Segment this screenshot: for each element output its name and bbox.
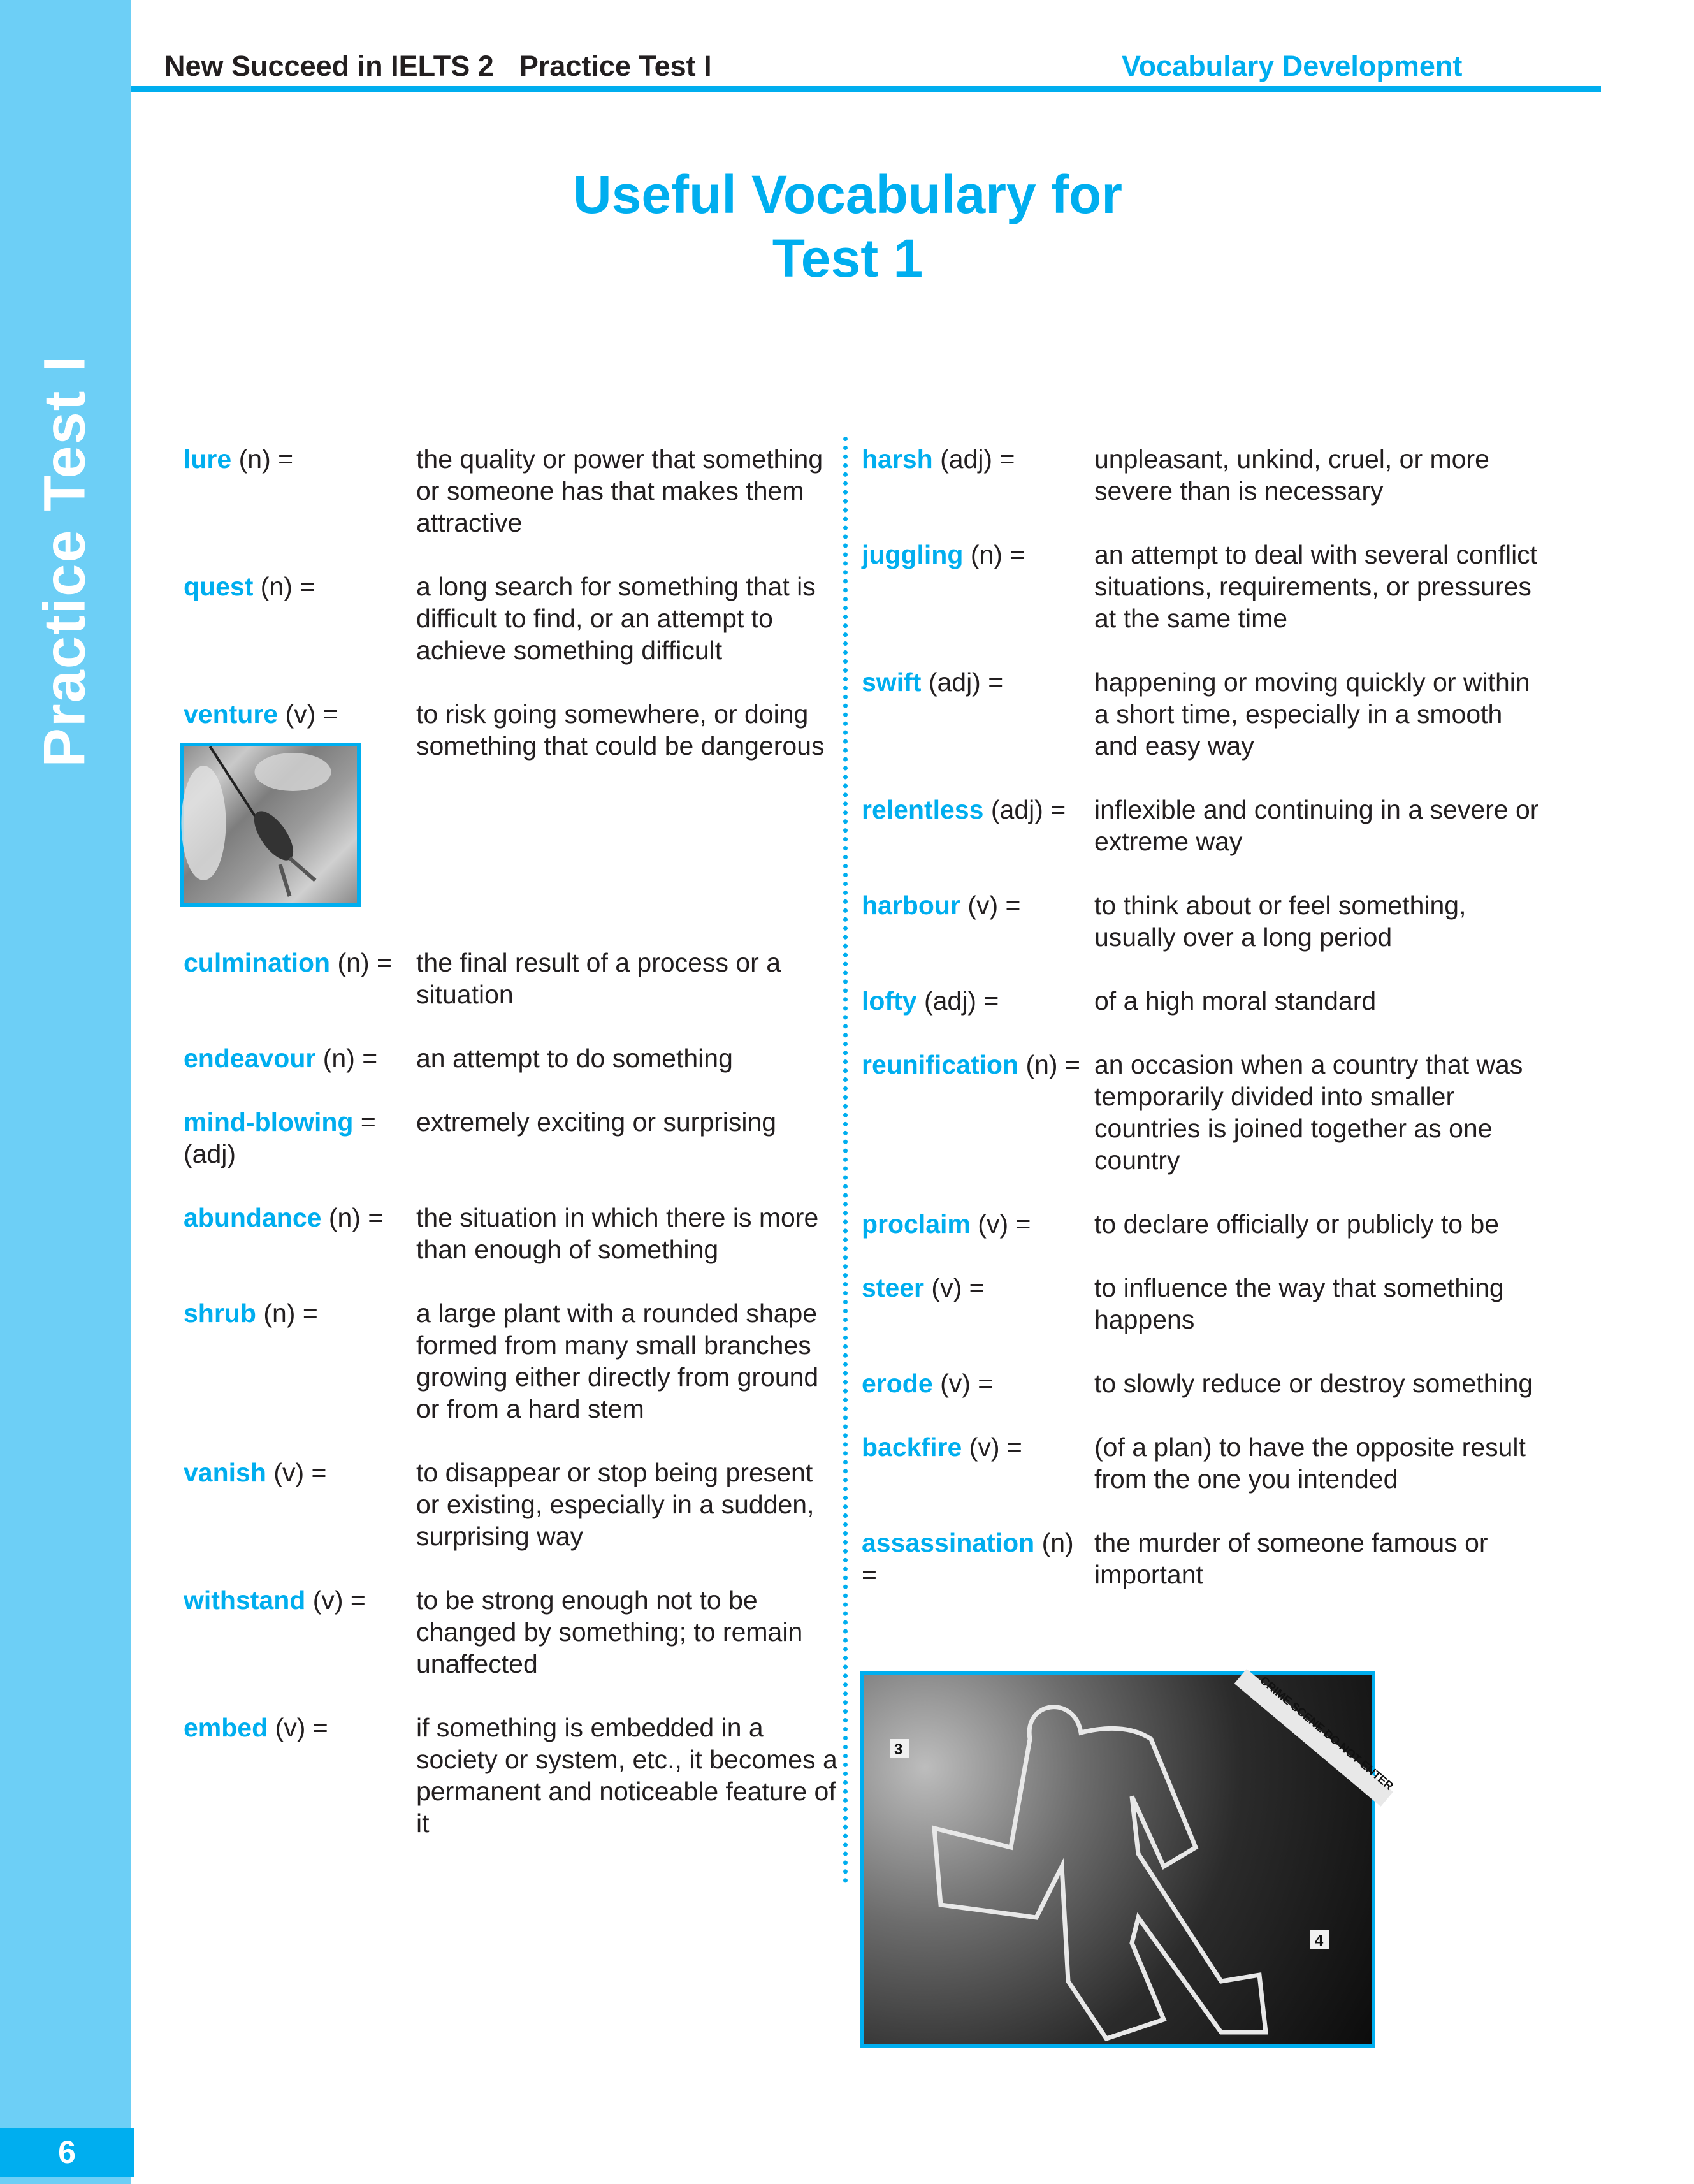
vocab-definition: the situation in which there is more than enough of something <box>416 1203 819 1264</box>
evidence-marker-3: 3 <box>894 1741 903 1758</box>
vocab-definition: the final result of a process or a situation <box>416 948 781 1009</box>
page-number: 6 <box>58 2134 76 2170</box>
vocab-pos: (adj) = <box>990 795 1066 824</box>
bungee-jumper-illustration <box>184 746 357 903</box>
vocab-term: lofty <box>862 986 917 1016</box>
evidence-marker-4: 4 <box>1315 1932 1324 1949</box>
vocab-definition: to influence the way that something happens <box>1094 1273 1504 1334</box>
vocab-definition: to risk going somewhere, or doing something that could be dangerous <box>416 699 825 761</box>
vocab-entry <box>184 1202 840 1265</box>
vocab-definition: extremely exciting or surprising <box>416 1107 777 1137</box>
vocab-term: assassination <box>862 1528 1035 1557</box>
vocab-entry <box>862 985 1550 1017</box>
vocab-entry <box>184 1584 840 1680</box>
vocab-pos: (v) = <box>285 699 338 729</box>
crime-scene-photo <box>860 1671 1396 2048</box>
vocab-definition: a long search for something that is difficult to find, or an attempt to achieve something difficult <box>416 572 816 665</box>
vocab-definition: unpleasant, unkind, cruel, or more severe than is necessary <box>1094 444 1489 506</box>
vocab-term: venture <box>184 699 279 729</box>
vocab-term: mind-blowing <box>184 1107 354 1137</box>
vocab-entry <box>862 889 1550 953</box>
vocab-pos: (v) = <box>940 1369 994 1398</box>
vocab-term: swift <box>862 667 922 697</box>
vocab-pos: (v) = <box>312 1585 366 1615</box>
vocab-definition: an occasion when a country that was temporarily divided into smaller countries is joined together as one country <box>1094 1050 1523 1175</box>
vocab-definition: happening or moving quickly or within a short time, especially in a smooth and easy way <box>1094 667 1530 761</box>
vocab-pos: (n) = <box>322 1044 378 1073</box>
vocab-entry <box>184 1457 840 1552</box>
vocab-definition: an attempt to deal with several conflict situations, requirements, or pressures at the same time <box>1094 540 1538 633</box>
vocab-entry <box>184 443 840 539</box>
left-vocab-column <box>184 443 840 1871</box>
vocab-pos: (v) = <box>275 1713 328 1742</box>
header-rule <box>131 86 1601 92</box>
vocab-term: proclaim <box>862 1209 971 1239</box>
vocab-term: withstand <box>184 1585 306 1615</box>
chalk-outline-illustration <box>864 1673 1396 2044</box>
vocab-pos: (v) = <box>931 1273 985 1302</box>
vocab-term: quest <box>184 572 254 601</box>
vocab-term: juggling <box>862 540 964 569</box>
sidebar-label: Practice Test I <box>32 354 98 768</box>
vocab-term: relentless <box>862 795 984 824</box>
vocab-definition: the murder of someone famous or important <box>1094 1528 1488 1589</box>
vocab-entry <box>184 1106 840 1170</box>
vocab-entry <box>862 443 1550 507</box>
vocab-entry <box>862 1272 1550 1336</box>
vocab-definition: inflexible and continuing in a severe or extreme way <box>1094 795 1539 856</box>
vocab-term: erode <box>862 1369 933 1398</box>
vocab-definition: to be strong enough not to be changed by something; to remain unaffected <box>416 1585 803 1678</box>
vocab-pos: (v) = <box>969 1432 1022 1462</box>
vocab-pos: (n) = <box>238 444 294 474</box>
column-divider <box>843 437 848 1884</box>
vocab-definition: to think about or feel something, usually over a long period <box>1094 891 1466 952</box>
vocab-pos: (adj) = <box>923 986 999 1016</box>
vocab-entry <box>862 1367 1550 1399</box>
vocab-definition: the quality or power that something or someone has that makes them attractive <box>416 444 823 537</box>
sidebar <box>0 0 131 2184</box>
vocab-pos: (n) = <box>260 572 315 601</box>
vocab-entry <box>184 1042 840 1074</box>
vocab-term: culmination <box>184 948 331 977</box>
vocab-term: abundance <box>184 1203 322 1232</box>
vocab-term: reunification <box>862 1050 1019 1079</box>
vocab-pos: (n) = <box>263 1299 318 1328</box>
vocab-entry <box>862 1049 1550 1176</box>
right-vocab-column <box>862 443 1550 1622</box>
vocab-pos: (adj) = <box>928 667 1004 697</box>
vocab-entry <box>184 947 840 1010</box>
category-label: Vocabulary Development <box>1122 50 1463 82</box>
vocab-term: harbour <box>862 891 960 920</box>
vocab-entry <box>862 1431 1550 1495</box>
vocab-term: backfire <box>862 1432 962 1462</box>
vocab-pos: (n) = <box>328 1203 384 1232</box>
vocab-definition: if something is embedded in a society or system, etc., it becomes a permanent and noticeable feature of it <box>416 1713 837 1838</box>
vocab-term: vanish <box>184 1458 266 1487</box>
vocab-definition: to disappear or stop being present or existing, especially in a sudden, surprising way <box>416 1458 814 1551</box>
section-title: Practice Test I <box>519 50 712 82</box>
vocab-term: steer <box>862 1273 925 1302</box>
vocab-entry <box>862 539 1550 634</box>
vocab-definition: to declare officially or publicly to be <box>1094 1209 1500 1239</box>
vocab-entry <box>184 1297 840 1425</box>
vocab-term: harsh <box>862 444 933 474</box>
vocab-pos: = (adj) <box>184 1107 376 1168</box>
vocab-term: lure <box>184 444 232 474</box>
vocab-pos: (n) = <box>970 540 1025 569</box>
vocab-entry <box>862 794 1550 857</box>
vocab-definition: to slowly reduce or destroy something <box>1094 1369 1533 1398</box>
vocab-term: shrub <box>184 1299 256 1328</box>
running-header <box>164 50 712 83</box>
vocab-pos: (v) = <box>978 1209 1031 1239</box>
vocab-pos: (v) = <box>273 1458 327 1487</box>
vocab-definition: (of a plan) to have the opposite result from the one you intended <box>1094 1432 1526 1494</box>
vocab-pos: (n) = <box>1025 1050 1080 1079</box>
page-title <box>446 163 1249 290</box>
vocab-pos: (n) = <box>862 1528 1074 1589</box>
page-title-line-1: Useful Vocabulary for <box>573 164 1122 224</box>
vocab-entry <box>184 571 840 666</box>
bungee-jump-photo <box>180 743 361 907</box>
vocab-definition: an attempt to do something <box>416 1044 733 1073</box>
vocab-entry <box>862 1527 1550 1591</box>
vocab-entry <box>862 1208 1550 1240</box>
vocab-term: embed <box>184 1713 268 1742</box>
book-title: New Succeed in IELTS 2 <box>164 50 494 82</box>
vocab-entry <box>862 666 1550 762</box>
vocab-definition: of a high moral standard <box>1094 986 1377 1016</box>
vocab-term: endeavour <box>184 1044 316 1073</box>
page-title-line-2: Test 1 <box>772 228 923 288</box>
vocab-pos: (n) = <box>337 948 392 977</box>
crime-scene-tape: CRIME SCENE DO NOT ENTER <box>1257 1673 1396 1793</box>
vocab-pos: (adj) = <box>940 444 1015 474</box>
vocab-definition: a large plant with a rounded shape formed from many small branches growing either directly from ground or from a hard stem <box>416 1299 819 1423</box>
vocab-pos: (v) = <box>967 891 1021 920</box>
vocab-entry <box>184 1712 840 1839</box>
